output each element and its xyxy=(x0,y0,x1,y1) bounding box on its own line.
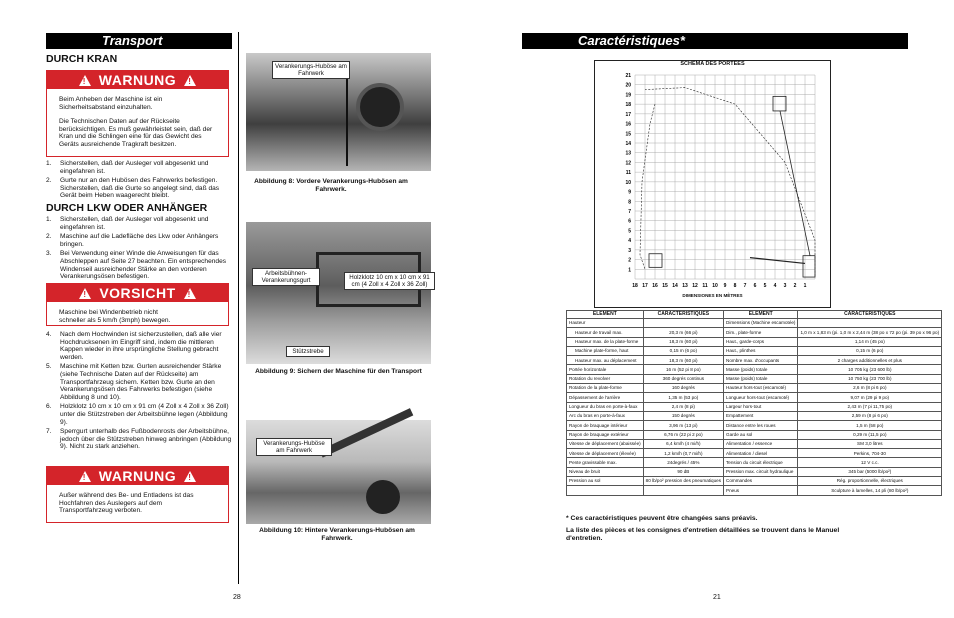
y-tick-label: 2 xyxy=(628,257,631,264)
table-cell-element: Longueur hors-tout (escamoté) xyxy=(724,393,798,402)
table-cell-element: Rotation du revolver xyxy=(567,374,644,383)
table-cell-value: 2,6 m (8 pi 6 po) xyxy=(798,384,942,393)
y-tick-label: 3 xyxy=(628,247,631,254)
x-tick-label: 16 xyxy=(652,283,658,289)
list-text: Sicherstellen, daß der Ausleger voll abgesenkt und eingefahren ist. xyxy=(60,216,209,231)
table-cell-value: SM 3,0 litres xyxy=(798,439,942,448)
specifications-table xyxy=(566,310,942,496)
figure-8-photo xyxy=(246,53,431,171)
list-item xyxy=(46,177,232,200)
figure-10-caption: Abbildung 10: Hintere Verankerungs-Hubösen am Fahrwerk. xyxy=(259,527,415,542)
table-row xyxy=(567,346,942,355)
y-tick-label: 7 xyxy=(628,209,631,215)
table-cell-value: Sculpture à lamelles, 14 pli (80 lb/po²) xyxy=(798,486,942,495)
table-cell-element: Vitesse de déplacement (élevée) xyxy=(567,449,644,458)
x-tick-label: 15 xyxy=(662,283,668,289)
table-cell-element: Hauteur hors-tout (escamoté) xyxy=(724,384,798,393)
warning-text: Die Technischen Daten auf der Rückseite berücksichtigen. Es muß gewährleistet sein, daß der Kran und die Schlingen eine für das Gewicht des Geräts ausreichende Tragkraft besitzen. xyxy=(59,118,213,148)
wheel xyxy=(356,83,404,131)
table-cell-value: 160 degrés xyxy=(643,384,723,393)
platform-extended xyxy=(649,254,662,268)
caution-body: Maschine bei Windenbetrieb nicht schneller als 5 km/h (3mph) bewegen. xyxy=(59,309,171,324)
x-tick-label: 17 xyxy=(642,283,648,289)
table-cell-element: Garde au sol xyxy=(724,430,798,439)
table-row xyxy=(567,467,942,476)
col-header-element: ELEMENT xyxy=(567,311,644,319)
y-tick-label: 12 xyxy=(625,160,631,167)
table-cell-element: Masse (poids) totale xyxy=(724,365,798,374)
page-number-right: 21 xyxy=(713,594,721,601)
warning-triangle-icon xyxy=(79,471,91,482)
y-tick-label: 17 xyxy=(625,111,631,118)
table-cell-element: Rayon de braquage intérieur xyxy=(567,421,644,430)
maintenance-note: La liste des pièces et les consignes d'entretien détaillées se trouvent dans le Manuel d'entretien. xyxy=(566,527,840,543)
list-item xyxy=(46,233,232,248)
y-tick-label: 9 xyxy=(628,189,631,196)
truck-steps xyxy=(46,216,232,283)
x-tick-label: 8 xyxy=(733,283,737,289)
table-cell-value: 1,2 km/h (0,7 mi/h) xyxy=(643,449,723,458)
table-cell-element: Pente gravissable max. xyxy=(567,458,644,467)
table-cell-element: Hauteur de travail max. xyxy=(567,328,644,337)
table-cell-value: 1,35 m (53 po) xyxy=(643,393,723,402)
figure-8-caption: Abbildung 8: Vordere Verankerungs-Hubösen am Fahrwerk. xyxy=(254,178,408,193)
y-tick-label: 19 xyxy=(625,92,631,99)
table-cell-element: Hauteur max. de la plate-forme xyxy=(567,337,644,346)
figure-8-label: Verankerungs-Huböse am Fahrwerk xyxy=(272,61,350,79)
list-text: Maschine mit Ketten bzw. Gurten ausreichender Stärke (siehe Technische Daten auf der Rückseite) am Transportfahrzeug sichern. Ketten bzw. Gurte an den Verankerungsösen des Fahrwerks befestigen (siehe Abbildung 8 und 10). xyxy=(60,363,222,401)
table-cell-value: 0,15 m (6 po) xyxy=(798,346,942,355)
x-tick-label: 11 xyxy=(702,283,708,289)
caution-box xyxy=(46,283,229,326)
y-tick-label: 20 xyxy=(625,82,631,89)
list-text: Gurte nur an den Hubösen des Fahrwerks befestigen. Sicherstellen, daß die Gurte so angelegt sind, daß das Gerät beim Heben waagerecht bleibt. xyxy=(60,177,220,200)
table-cell-value: 6,4 km/h (4 mi/h) xyxy=(643,439,723,448)
list-item xyxy=(46,250,232,280)
table-cell-element: Dim., plate-forme xyxy=(724,328,798,337)
table-row xyxy=(567,486,942,495)
table-cell-element: Portée horizontale xyxy=(567,365,644,374)
table-row xyxy=(567,374,942,383)
y-tick-label: 6 xyxy=(628,218,631,225)
table-cell-element: Alimentation / diesel xyxy=(724,449,798,458)
warning-triangle-icon xyxy=(79,288,91,299)
table-cell-value: 9,07 m (29 pi 9 po) xyxy=(798,393,942,402)
column-divider xyxy=(238,32,239,584)
table-cell-element: Hauteur xyxy=(567,319,644,328)
crane-steps xyxy=(46,160,232,202)
table-cell-value: 16 m (52 pi 8 po) xyxy=(643,365,723,374)
list-text: Sperrgurt unterhalb des Fußbodenrosts der Arbeitsbühne, jedoch über die Stützstreben hinweg anbringen (Abbildung 9). Nicht zu stark anziehen. xyxy=(60,428,232,451)
warning-triangle-icon xyxy=(184,471,196,482)
list-text: Nach dem Hochwinden ist sicherzustellen, daß alle vier Hochdrucksenen im Eingriff sind, indem die mittleren Kappen wieder in ihre ursprüngliche Stellung gebracht werden. xyxy=(60,331,222,361)
table-cell-element xyxy=(567,486,644,495)
table-cell-value: 10 750 kg (23 700 lb) xyxy=(798,374,942,383)
table-row xyxy=(567,393,942,402)
table-cell-element: Masse (poids) totale xyxy=(724,374,798,383)
x-tick-label: 12 xyxy=(692,283,698,289)
table-cell-value: 12 V c.c. xyxy=(798,458,942,467)
table-cell-value: 90 dB xyxy=(643,467,723,476)
y-tick-label: 1 xyxy=(628,267,631,274)
figure-9-label-strut: Stützstrebe xyxy=(286,346,330,357)
table-cell-element: Nombre max. d'occupants xyxy=(724,356,798,365)
table-cell-value xyxy=(643,319,723,328)
figure-9-caption: Abbildung 9: Sichern der Maschine für den Transport xyxy=(255,368,422,375)
chain xyxy=(346,71,348,166)
table-cell-element: Arc du bras en porte-à-faux xyxy=(567,411,644,420)
table-cell-element: Commandes xyxy=(724,477,798,486)
warning-triangle-icon xyxy=(184,288,196,299)
table-cell-value: 3,96 m (13 pi) xyxy=(643,421,723,430)
range-chart xyxy=(595,67,830,307)
list-number: 7. xyxy=(46,428,52,436)
y-tick-label: 5 xyxy=(628,228,631,235)
table-row xyxy=(567,356,942,365)
securing-steps xyxy=(46,331,232,453)
table-row xyxy=(567,411,942,420)
table-cell-value: 2,59 m (8 pi 6 po) xyxy=(798,411,942,420)
table-cell-value: 80 lb/po² pression des pneumatiques xyxy=(643,477,723,486)
warning-title: ! WARNUNG ! xyxy=(47,71,228,89)
section-title-lkw: DURCH LKW ODER ANHÄNGER xyxy=(46,202,208,214)
table-cell-value: 18,3 m (60 pi) xyxy=(643,337,723,346)
list-number: 1. xyxy=(46,216,52,223)
table-cell-value: 24degrés / 45% xyxy=(643,458,723,467)
list-number: 2. xyxy=(46,177,52,185)
table-cell-element: Pneus xyxy=(724,486,798,495)
table-cell-element: Dépassement de l'arrière xyxy=(567,393,644,402)
footnote: * Ces caractéristiques peuvent être changées sans préavis. xyxy=(566,515,758,522)
list-text: Sicherstellen, daß der Ausleger voll abgesenkt und eingefahren ist. xyxy=(60,160,209,175)
table-row xyxy=(567,384,942,393)
table-cell-value xyxy=(643,486,723,495)
chart-title: SCHÉMA DES PORTÉES xyxy=(680,61,745,67)
table-cell-value: 18,3 m (60 pi) xyxy=(643,356,723,365)
y-tick-label: 4 xyxy=(628,238,631,245)
warning-box-1 xyxy=(46,70,229,157)
range-chart-frame xyxy=(594,60,831,308)
table-cell-element: Niveau de bruit xyxy=(567,467,644,476)
list-text: Maschine auf die Ladefläche des Lkw oder Anhängers bringen. xyxy=(60,233,219,248)
x-tick-label: 10 xyxy=(712,283,718,289)
list-text: Holzklotz 10 cm x 10 cm x 91 cm (4 Zoll x 4 Zoll x 36 Zoll) unter die Stützstreben der Arbeitsbühne legen (Abbildung 9). xyxy=(60,403,229,426)
transport-header: Transport xyxy=(46,33,232,49)
list-item xyxy=(46,363,232,401)
table-cell-element: Longueur du bras en porte-à-faux xyxy=(567,402,644,411)
table-cell-element: Rotation de la plate-forme xyxy=(567,384,644,393)
table-row xyxy=(567,365,942,374)
warning-box-2 xyxy=(46,466,229,523)
table-cell-value: 345 bar (5000 lb/po²) xyxy=(798,467,942,476)
y-tick-label: 16 xyxy=(625,121,631,128)
list-item xyxy=(46,428,232,451)
table-row xyxy=(567,430,942,439)
figure-9-photo xyxy=(246,222,431,364)
table-cell-element: Distance entre les roues xyxy=(724,421,798,430)
table-cell-value: 1,5 m (58 po) xyxy=(798,421,942,430)
table-row xyxy=(567,421,942,430)
x-tick-label: 9 xyxy=(723,283,727,289)
table-cell-value: 0,15 m (6 po) xyxy=(643,346,723,355)
list-item xyxy=(46,403,232,426)
table-cell-value: Perkins, 704-30 xyxy=(798,449,942,458)
table-cell-element: Vitesse de déplacement (abaissée) xyxy=(567,439,644,448)
y-tick-label: 13 xyxy=(625,150,631,157)
table-cell-element: Haut., garde-corps xyxy=(724,337,798,346)
x-tick-label: 1 xyxy=(803,283,807,289)
x-tick-label: 4 xyxy=(773,283,777,289)
table-cell-value: 6,76 m (22 pi 2 po) xyxy=(643,430,723,439)
table-cell-element: Pression au sol xyxy=(567,477,644,486)
warning-triangle-icon xyxy=(79,75,91,86)
table-row xyxy=(567,337,942,346)
list-number: 5. xyxy=(46,363,52,371)
boom xyxy=(319,408,413,458)
table-cell-element: Empattement xyxy=(724,411,798,420)
figure-10-label: Verankerungs-Huböse am Fahrwerk xyxy=(256,438,332,456)
table-cell-element: Alimentation / essence xyxy=(724,439,798,448)
list-number: 2. xyxy=(46,233,52,241)
table-cell-value: 360 degrés continus xyxy=(643,374,723,383)
table-row xyxy=(567,477,942,486)
list-number: 3. xyxy=(46,250,52,258)
x-tick-label: 2 xyxy=(793,283,797,289)
table-row xyxy=(567,439,942,448)
chart-xlabel: DIMENSIONES EN MÈTRES xyxy=(682,293,743,298)
x-tick-label: 14 xyxy=(672,283,678,289)
table-cell-element: Rayon de braquage extérieur xyxy=(567,430,644,439)
y-tick-label: 21 xyxy=(625,73,631,79)
caracteristiques-header: Caractéristiques* xyxy=(522,33,908,49)
table-cell-value: 1,0 m x 1,83 m (pi. 1,0 m x 2,44 m (38 po x 72 po (pi. 39 po x 96 po) xyxy=(798,328,942,337)
caution-title: ! VORSICHT ! xyxy=(47,284,228,302)
table-cell-value: 150 degrés xyxy=(643,411,723,420)
warning-text: Beim Anheben der Maschine ist ein Sicherheitsabstand einzuhalten. xyxy=(59,96,163,111)
list-number: 6. xyxy=(46,403,52,411)
table-cell-value: Rég. proportionnelle, électriques xyxy=(798,477,942,486)
warning-body: Außer während des Be- und Entladens ist das Hochfahren des Auslegers auf dem Transportfahrzeug verboten. xyxy=(59,492,194,515)
y-tick-label: 14 xyxy=(625,141,631,147)
y-tick-label: 8 xyxy=(628,199,631,206)
table-cell-element: Haut., plinthes xyxy=(724,346,798,355)
table-cell-value: 1,14 m (45 po) xyxy=(798,337,942,346)
table-cell-value: 2,43 m (7 pi 11,75 po) xyxy=(798,402,942,411)
page-number-left: 28 xyxy=(233,594,241,601)
envelope-inner xyxy=(640,104,655,269)
y-tick-label: 10 xyxy=(625,179,631,186)
table-cell-value: 2,4 m (8 pi) xyxy=(643,402,723,411)
list-item xyxy=(46,216,232,231)
boom-lower xyxy=(750,258,805,264)
x-tick-label: 13 xyxy=(682,283,688,289)
wheel xyxy=(366,480,400,514)
table-cell-element: Pression max. circuit hydraulique xyxy=(724,467,798,476)
table-cell-value xyxy=(798,319,942,328)
x-tick-label: 18 xyxy=(632,283,638,289)
table-cell-value: 2 charges additionnelles et plus xyxy=(798,356,942,365)
x-tick-label: 5 xyxy=(763,283,767,289)
warning-title: ! WARNUNG ! xyxy=(47,467,228,485)
section-title-kran: DURCH KRAN xyxy=(46,53,118,65)
table-cell-value: 10 705 kg (23 600 lb) xyxy=(798,365,942,374)
figure-9-label-block: Holzklotz 10 cm x 10 cm x 91 cm (4 Zoll x 4 Zoll x 36 Zoll) xyxy=(344,272,435,290)
table-row xyxy=(567,458,942,467)
x-tick-label: 6 xyxy=(753,283,757,289)
table-row xyxy=(567,449,942,458)
y-tick-label: 18 xyxy=(625,102,631,109)
table-cell-element: Machine plate-forme, haut xyxy=(567,346,644,355)
y-tick-label: 11 xyxy=(625,170,631,177)
table-cell-element: Dimensions (Machine escamotée) xyxy=(724,319,798,328)
table-cell-element: Largeur hors-tout xyxy=(724,402,798,411)
list-item xyxy=(46,331,232,361)
list-item xyxy=(46,160,232,175)
table-cell-element: Tension du circuit électrique xyxy=(724,458,798,467)
figure-9-label-strap: Arbeitsbühnen-Verankerungsgurt xyxy=(252,268,320,286)
col-header-element: ELEMENT xyxy=(724,311,798,319)
table-row xyxy=(567,328,942,337)
table-cell-value: 0,29 m (11,5 po) xyxy=(798,430,942,439)
list-number: 1. xyxy=(46,160,52,167)
figure-10-photo xyxy=(246,420,431,524)
table-cell-element: Hauteur max. au déplacement xyxy=(567,356,644,365)
warning-triangle-icon xyxy=(184,75,196,86)
col-header-value: CARACTÉRISTIQUES xyxy=(798,311,942,319)
y-tick-label: 15 xyxy=(625,131,631,138)
col-header-value: CARACTÉRISTIQUES xyxy=(643,311,723,319)
list-text: Bei Verwendung einer Winde die Anweisungen für das Abschleppen auf Seite 27 beachten. Ein entsprechendes Windenseil ausreichender Stärke an den vorderen Verankerungsösen befestigen. xyxy=(60,250,227,281)
warning-body xyxy=(47,89,228,155)
machine-body xyxy=(803,256,815,277)
x-tick-label: 7 xyxy=(743,283,747,289)
x-tick-label: 3 xyxy=(783,283,787,289)
table-row xyxy=(567,402,942,411)
list-number: 4. xyxy=(46,331,52,338)
table-cell-value: 20,3 m (66 pi) xyxy=(643,328,723,337)
table-row xyxy=(567,319,942,328)
